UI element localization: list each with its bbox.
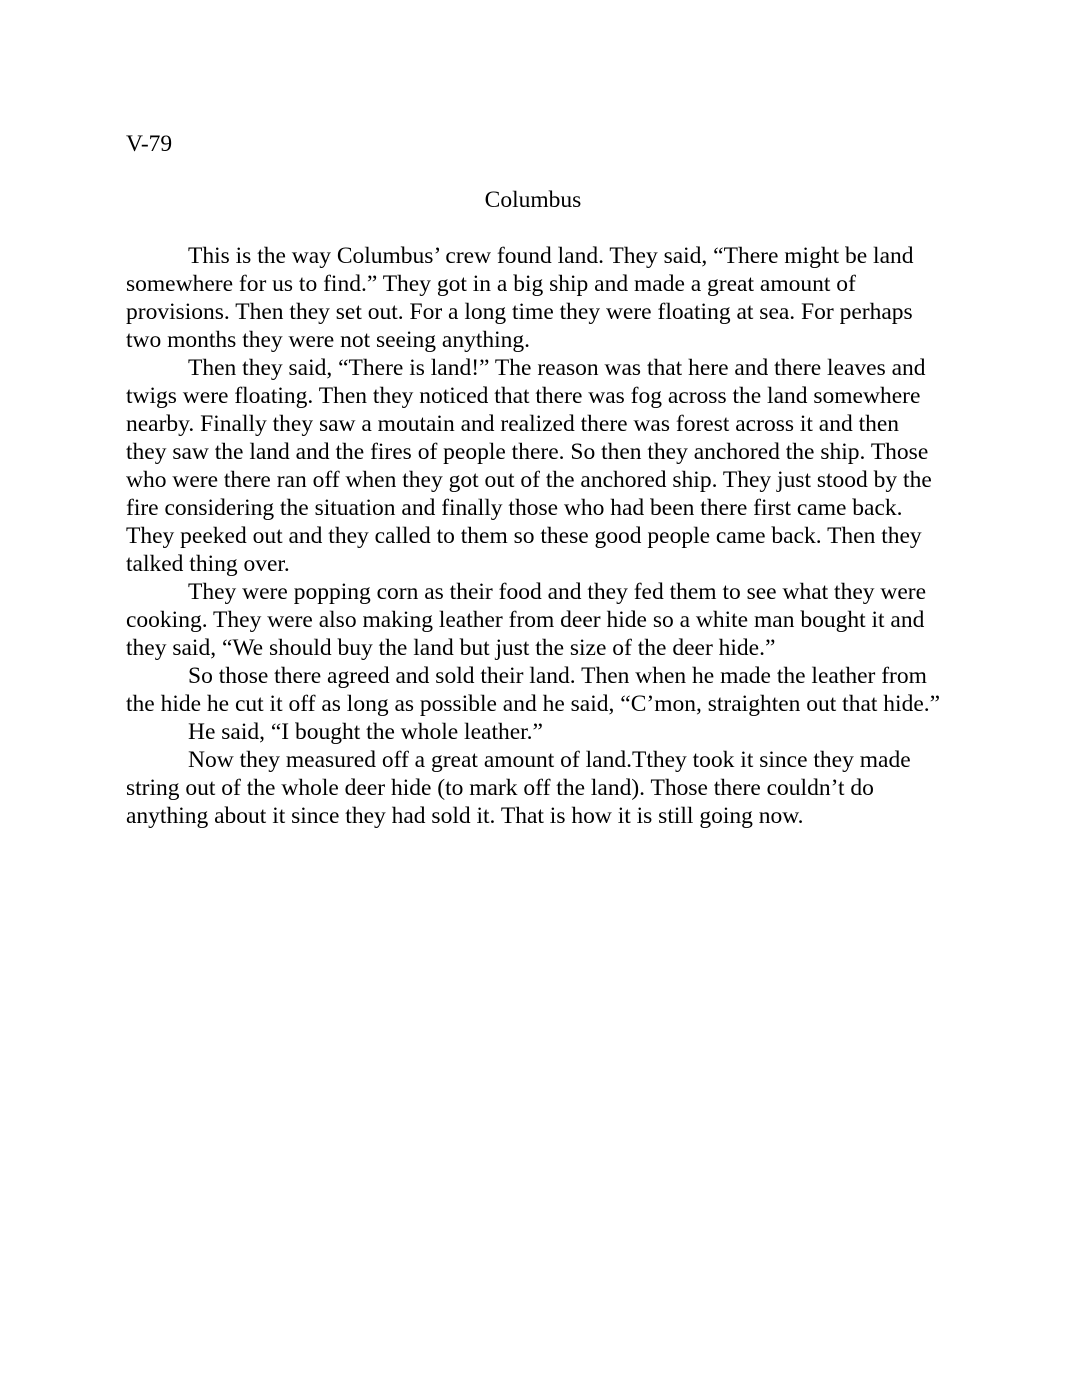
- paragraph-5: He said, “I bought the whole leather.”: [188, 719, 543, 745]
- document-body: [126, 242, 942, 830]
- paragraph-6: Now they measured off a great amount of land.Tthey took it since they made string out of the whole deer hide (to mark off the land). Those there couldn’t do anything about it since they had sold it. That is how it is still going now.: [126, 747, 911, 829]
- paragraph-1: This is the way Columbus’ crew found land. They said, “There might be land somewhere for us to find.” They got in a big ship and made a great amount of provisions. Then they set out. For a long time they were floating at sea. For perhaps two months they were not seeing anything.: [126, 243, 914, 353]
- paragraph-4: So those there agreed and sold their land. Then when he made the leather from the hide he cut it off as long as possible and he said, “C’mon, straighten out that hide.”: [126, 663, 941, 717]
- document-title: Columbus: [484, 187, 582, 213]
- paragraph-2: Then they said, “There is land!” The reason was that here and there leaves and twigs were floating. Then they noticed that there was fog across the land somewhere nearby. Finally they saw a moutain and realized there was forest across it and then they saw the land and the fires of people there. So then they anchored the ship. Those who were there ran off when they got out of the anchored ship. They just stood by the fire considering the situation and finally those who had been there first came back. They peeked out and they called to them so these good people came back. Then they talked thing over.: [126, 355, 932, 577]
- document-id: V-79: [126, 131, 173, 157]
- paragraph-3: They were popping corn as their food and they fed them to see what they were cooking. They were also making leather from deer hide so a white man bought it and they said, “We should buy the land but just the size of the deer hide.”: [126, 579, 927, 661]
